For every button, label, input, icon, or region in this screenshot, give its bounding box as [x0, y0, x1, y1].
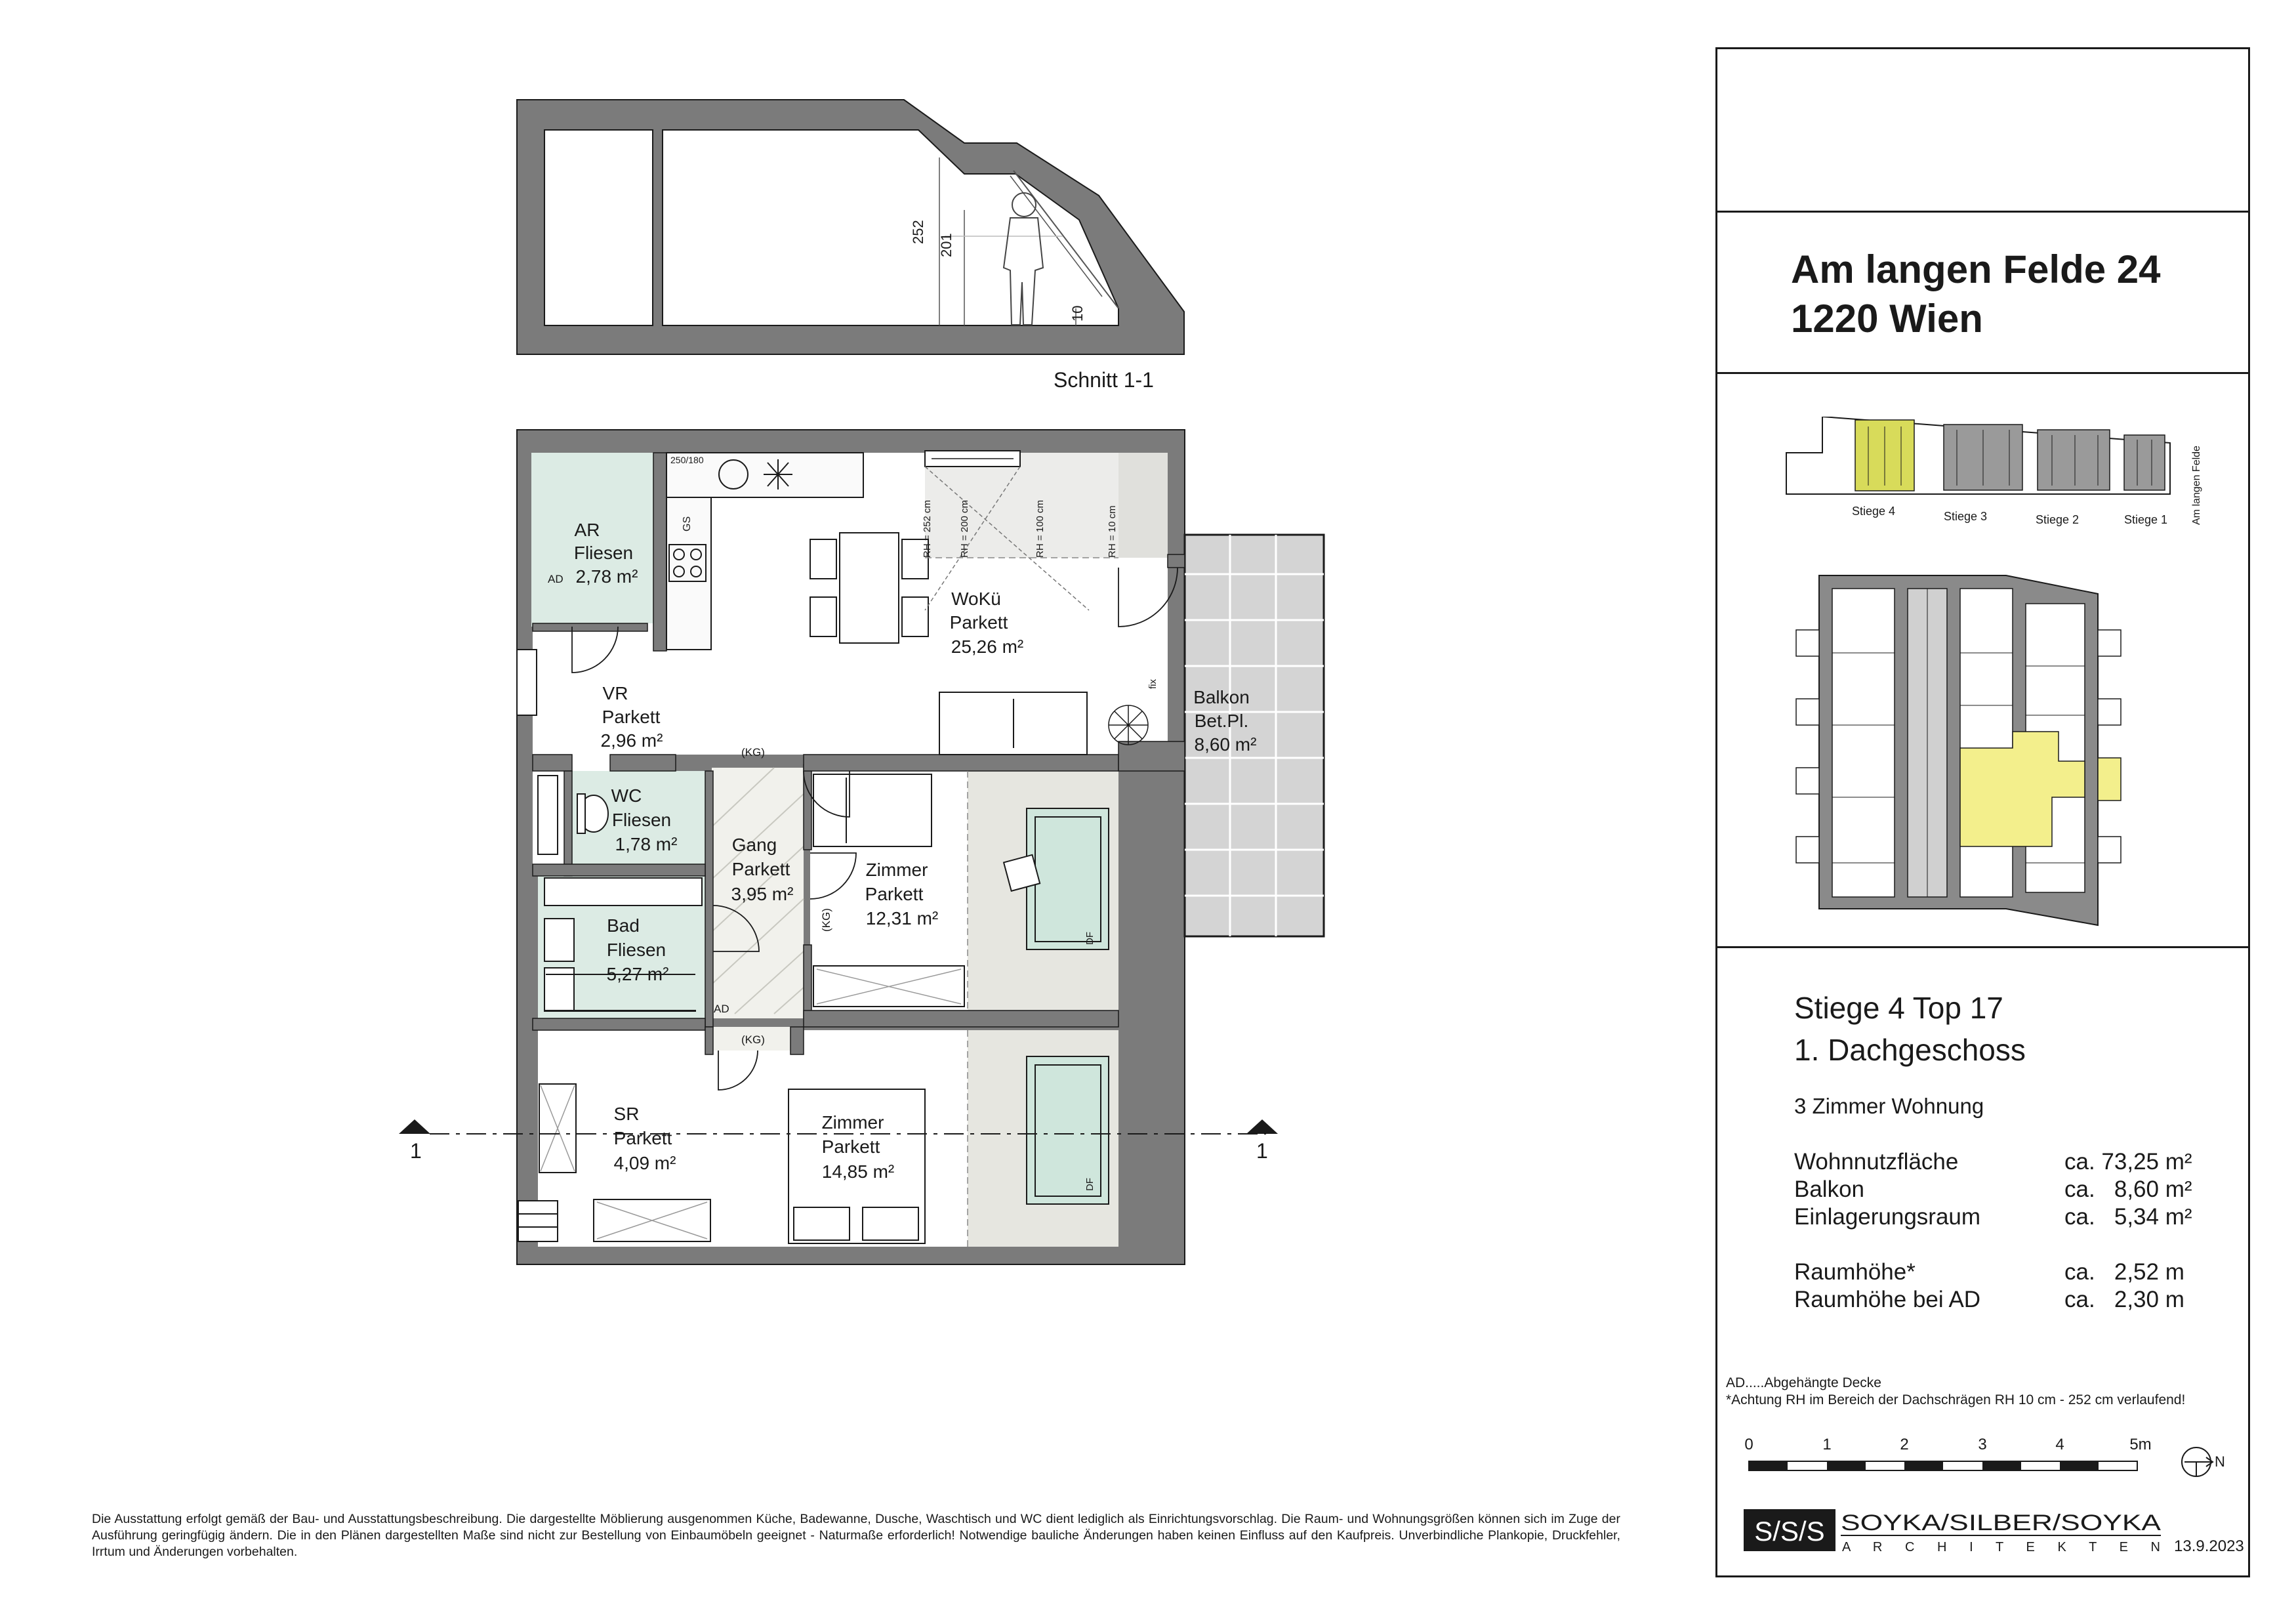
room-label-vr-name: VR: [602, 683, 628, 703]
room-label-balkon-area: 8,60 m²: [1194, 734, 1257, 755]
section-drawing: [517, 100, 1184, 392]
room-label-wc-area: 1,78 m²: [615, 834, 678, 854]
fix-mark: fix: [1147, 679, 1158, 689]
rh-200-mark: RH = 200 cm: [959, 500, 970, 558]
dim-10: 10: [1069, 305, 1086, 322]
rh-10-mark: RH = 10 cm: [1107, 505, 1118, 558]
scale-tick-2: 2: [1900, 1436, 1909, 1453]
north-arrow-icon: [2182, 1447, 2213, 1476]
rh-252-mark: RH = 252 cm: [922, 500, 933, 558]
divider: [1717, 211, 2248, 213]
ad-mark-gang: AD: [714, 1003, 729, 1015]
ad-mark-ar: AD: [548, 573, 564, 585]
room-label-woku-area: 25,26 m²: [951, 636, 1024, 657]
kg-mark-2: (KG): [741, 1033, 765, 1046]
room-label-gang-name: Gang: [731, 835, 777, 855]
rh-100-mark: RH = 100 cm: [1035, 500, 1046, 558]
divider: [1717, 372, 2248, 374]
room-label-ar-floor: Fliesen: [573, 543, 634, 563]
site-plan-strip: [1786, 417, 2170, 494]
stiege-2-label: Stiege 2: [2035, 513, 2080, 526]
logo-mark: S/S/S: [1754, 1516, 1825, 1547]
scale-tick-4: 4: [2055, 1436, 2064, 1453]
cut-label-right: 1: [1256, 1139, 1268, 1163]
info-value: ca. 2,52 m: [2064, 1259, 2184, 1285]
info-label: Einlagerungsraum: [1794, 1204, 1981, 1230]
scale-tick-1: 1: [1822, 1436, 1832, 1453]
room-label-balkon-name: Balkon: [1193, 687, 1250, 707]
room-label-woku-floor: Parkett: [949, 612, 1008, 633]
architect-sub: A R C H I T E K T E N: [1842, 1540, 2160, 1554]
key-plan: [1783, 417, 2223, 942]
unit-title: Stiege 4 Top 17: [1794, 991, 2003, 1025]
sofa: [939, 692, 1087, 755]
scale-tick-0: 0: [1744, 1436, 1753, 1453]
room-label-zimmer1-name: Zimmer: [865, 860, 928, 880]
divider: [1717, 946, 2248, 948]
stiege-4-label: Stiege 4: [1851, 505, 1896, 518]
unit-floor: 1. Dachgeschoss: [1794, 1033, 2026, 1067]
info-label: Raumhöhe bei AD: [1794, 1287, 1981, 1312]
info-label: Balkon: [1794, 1176, 1865, 1202]
room-label-ar-name: AR: [574, 520, 600, 540]
room-label-wc-floor: Fliesen: [611, 810, 672, 830]
note-ad: AD.....Abgehängte Decke: [1726, 1375, 1881, 1390]
street-label: Am langen Felde: [2191, 446, 2202, 525]
info-value: ca. 2,30 m: [2064, 1287, 2184, 1312]
scale-tick-3: 3: [1978, 1436, 1987, 1453]
north-label: N: [2215, 1453, 2225, 1470]
room-label-zimmer2-area: 14,85 m²: [821, 1161, 895, 1182]
unit-type: 3 Zimmer Wohnung: [1794, 1094, 1984, 1118]
address-line-2: 1220 Wien: [1791, 297, 1983, 341]
room-label-vr-floor: Parkett: [602, 707, 661, 727]
plan-date: 13.9.2023: [2174, 1537, 2244, 1555]
df-mark-2: DF: [1084, 1178, 1096, 1191]
section-label: Schnitt 1-1: [1054, 368, 1154, 392]
kg-mark-1: (KG): [741, 746, 765, 759]
room-label-sr-area: 4,09 m²: [613, 1153, 676, 1173]
room-label-zimmer1-floor: Parkett: [865, 884, 924, 904]
wardrobe: [517, 650, 537, 715]
building-floor-key-plan: [1796, 575, 2121, 925]
info-value: ca. 8,60 m²: [2064, 1176, 2192, 1202]
unit-floor-plan: [399, 430, 1324, 1264]
room-label-gang-floor: Parkett: [731, 859, 790, 879]
stiege-3-label: Stiege 3: [1943, 510, 1988, 523]
legal-disclaimer: Die Ausstattung erfolgt gemäß der Bau- und Ausstattungsbeschreibung. Die dargestellte Möblierung ausgenommen Küche, Badewanne, Dusche, Waschtisch und WC dient lediglich als Einrichtungsvorschlag. Die Raum- und Wohnungsgrößen können sich im Zuge der Ausführung geringfügig ändern. Die in den Plänen dargestellten Maße sind nicht zur Bestellung von Einbaumöbeln geeignet - Naturmaße erforderlich! Notwendige bauliche Änderungen haben keinen Einfluss auf den Kaufpreis. Unverbindliche Plankopie, Druckfehler, Irrtum und Änderungen vorbehalten.: [92, 1512, 1620, 1559]
gs-mark: GS: [682, 516, 693, 531]
room-label-zimmer1-area: 12,31 m²: [865, 908, 939, 928]
room-label-bad-name: Bad: [607, 915, 640, 936]
room-label-bad-floor: Fliesen: [606, 940, 666, 960]
room-label-sr-floor: Parkett: [613, 1128, 672, 1148]
plant-symbol: [1109, 705, 1148, 745]
scale-tick-5: 5m: [2129, 1436, 2152, 1453]
address-line-1: Am langen Felde 24: [1791, 247, 2161, 291]
df-mark-1: DF: [1084, 932, 1096, 945]
info-label: Wohnnutzfläche: [1794, 1149, 1959, 1175]
architect-name: SOYKA/SILBER/SOYKA: [1841, 1510, 2162, 1535]
room-label-zimmer2-floor: Parkett: [821, 1136, 880, 1157]
info-value: ca. 5,34 m²: [2064, 1204, 2192, 1230]
dim-252: 252: [910, 220, 926, 244]
room-label-zimmer2-name: Zimmer: [821, 1112, 884, 1133]
info-value: ca. 73,25 m²: [2064, 1149, 2192, 1175]
note-warning: *Achtung RH im Bereich der Dachschrägen RH 10 cm - 252 cm verlaufend!: [1726, 1392, 2186, 1407]
info-label: Raumhöhe*: [1794, 1259, 1916, 1285]
room-label-ar-area: 2,78 m²: [575, 566, 638, 587]
room-label-gang-area: 3,95 m²: [731, 884, 794, 904]
room-label-vr-area: 2,96 m²: [600, 730, 663, 751]
scale-bar: [1744, 1432, 2242, 1505]
room-label-bad-area: 5,27 m²: [606, 964, 669, 984]
kg-mark-3: (KG): [820, 908, 832, 932]
size-250-180: 250/180: [670, 455, 704, 465]
room-label-balkon-floor: Bet.Pl.: [1194, 711, 1249, 731]
cut-label-left: 1: [410, 1139, 422, 1163]
room-label-wc-name: WC: [611, 785, 642, 806]
room-label-sr-name: SR: [613, 1104, 640, 1124]
architect-logo: [1744, 1503, 2249, 1565]
stiege-1-label: Stiege 1: [2123, 513, 2168, 526]
title-block: [1715, 47, 2250, 1577]
dim-201: 201: [938, 233, 954, 257]
room-label-woku-name: WoKü: [951, 589, 1001, 609]
